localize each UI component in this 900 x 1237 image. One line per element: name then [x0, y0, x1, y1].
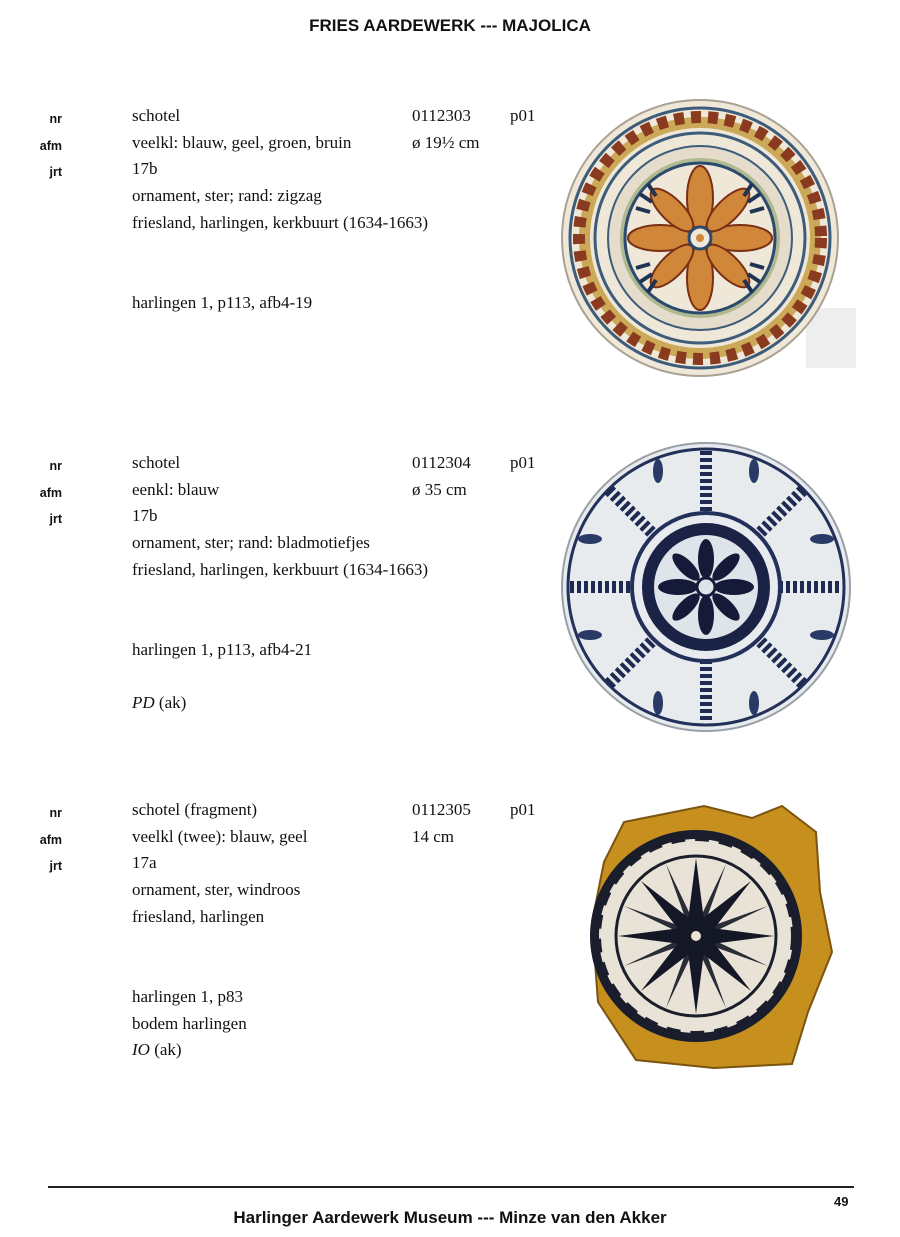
value-opmerking: bodem harlingen	[132, 1013, 247, 1033]
value-nr: 0112304	[412, 453, 471, 472]
value-datering: 17b	[132, 159, 158, 179]
label-afm: afm	[39, 832, 62, 847]
value-literatuur: harlingen 1, p113, afb4-19	[132, 292, 313, 312]
opschrift-initials: PD	[132, 693, 155, 713]
value-nr: 0112303	[412, 106, 471, 125]
value-afm: ø 35 cm	[412, 479, 467, 499]
value-voorstelling: ornament, ster, windroos	[132, 880, 301, 900]
label-nr: nr	[49, 112, 62, 126]
value-literatuur: harlingen 1, p113, afb4-21	[132, 639, 313, 659]
value-afm: 14 cm	[412, 826, 455, 846]
opschrift-note: (ak)	[149, 1040, 182, 1060]
opschrift-initials: IO	[132, 1040, 150, 1060]
value-voorwerp: schotel	[132, 453, 181, 472]
value-kleur: eenkl: blauw	[132, 479, 220, 499]
label-afm: afm	[39, 485, 62, 500]
value-literatuur: harlingen 1, p83	[132, 986, 243, 1006]
value-nr: 0112305	[412, 800, 471, 819]
value-code: p01	[510, 800, 536, 819]
value-afm: ø 19½ cm	[412, 132, 480, 152]
label-jrt: jrt	[49, 859, 62, 874]
label-jrt: jrt	[49, 512, 62, 527]
label-nr: nr	[49, 806, 62, 820]
value-voorstelling: ornament, ster; rand: zigzag	[132, 186, 322, 206]
value-kleur: veelkl (twee): blauw, geel	[132, 826, 308, 846]
plate-photo-1	[556, 98, 858, 380]
value-fabrikaat: friesland, harlingen, kerkbuurt (1634-1663)	[132, 559, 428, 579]
value-datering: 17a	[132, 853, 157, 873]
value-voorwerp: schotel	[132, 106, 181, 125]
label-nr: nr	[49, 459, 62, 473]
value-opschrift	[132, 1040, 182, 1060]
value-code: p01	[510, 106, 536, 125]
page-footer: Harlinger Aardewerk Museum --- Minze van den Akker	[233, 1208, 667, 1227]
fragment-photo-3	[584, 802, 834, 1070]
plate-photo-2	[560, 441, 852, 733]
value-fabrikaat: friesland, harlingen	[132, 906, 265, 926]
catalog-entry-3	[0, 800, 900, 1100]
value-voorwerp: schotel (fragment)	[132, 800, 258, 819]
catalog-entry-1	[0, 106, 900, 406]
value-datering: 17b	[132, 506, 158, 526]
value-kleur: veelkl: blauw, geel, groen, bruin	[132, 132, 352, 152]
label-jrt: jrt	[49, 165, 62, 180]
page-number: 49	[834, 1194, 849, 1209]
label-afm: afm	[39, 138, 62, 153]
value-voorstelling: ornament, ster; rand: bladmotiefjes	[132, 533, 370, 553]
opschrift-note: (ak)	[154, 693, 187, 713]
catalog-entry-2	[0, 453, 900, 753]
page-title: FRIES AARDEWERK --- MAJOLICA	[309, 16, 591, 35]
value-code: p01	[510, 453, 536, 472]
value-opschrift	[132, 693, 186, 713]
value-fabrikaat: friesland, harlingen, kerkbuurt (1634-1663)	[132, 212, 428, 232]
footer-rule	[48, 1186, 854, 1188]
